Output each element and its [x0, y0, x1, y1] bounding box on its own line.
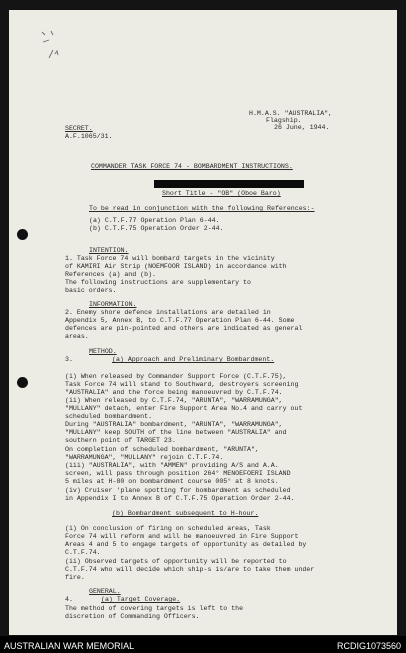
method-heading: METHOD. [89, 348, 117, 355]
reference-a: (a) C.T.F.77 Operation Plan 6-44. [89, 217, 220, 224]
intention-line: The following instructions are supplementary to [65, 279, 251, 286]
intention-line: of KAMIRI Air Strip (NOEMFOOR ISLAND) in accordance with [65, 263, 287, 270]
hhour-line: C.T.F.74 who will decide which ship-s is/are to take them under [65, 566, 315, 573]
method-line: southern point of TARGET 23. [65, 437, 176, 444]
document-page [9, 10, 397, 635]
method-line: On completion of scheduled bombardment, "ARUNTA", [65, 446, 259, 453]
pencil-annotation [39, 28, 65, 62]
method-line: During "AUSTRALIA" bombardment, "ARUNTA", "WARRAMUNGA", [65, 421, 283, 428]
hhour-line: (i) On conclusion of firing on scheduled areas, Task [65, 525, 271, 532]
information-line: 2. Enemy shore defence installations are detailed in [65, 309, 271, 316]
hhour-line: Areas 4 and 5 to engage targets of opportunity as detailed by [65, 541, 307, 548]
information-heading: INFORMATION. [89, 301, 137, 308]
general-number: 4. [65, 596, 73, 603]
hhour-line: C.T.F.74. [65, 549, 101, 556]
header-place: Flagship. [266, 117, 302, 124]
information-line: areas. [65, 333, 89, 340]
method-line: (iii) "AUSTRALIA", with "AMMEN" providing A/S and A.A. [65, 462, 279, 469]
method-line: in Appendix I to Annex B of C.T.F.75 Operation Order 2-44. [65, 495, 295, 502]
reference-b: (b) C.T.F.75 Operation Order 2-44. [89, 225, 224, 232]
method-line: (iv) Cruiser 'plane spotting for bombardment as scheduled [65, 487, 291, 494]
information-line: defences are pin-pointed and others are indicated as general [65, 325, 303, 332]
short-title: Short Title - "OB" (Oboe Baro) [162, 190, 281, 197]
method-line: scheduled bombardment. [65, 413, 153, 420]
classification: SECRET. [65, 125, 93, 132]
footer-institution: AUSTRALIAN WAR MEMORIAL [4, 641, 135, 651]
file-reference: A.F.1065/31. [65, 133, 113, 140]
punch-hole-top [17, 229, 28, 240]
hhour-line: (ii) Observed targets of opportunity will be reported to [65, 558, 287, 565]
method-number: 3. [65, 356, 73, 363]
footer-record-id: RCDIG1073560 [336, 641, 401, 651]
references-heading: To be read in conjunction with the following References:- [89, 205, 315, 212]
subsection-a-heading: (a) Approach and Preliminary Bombardment. [112, 356, 275, 363]
subsection-b-heading: (b) Bombardment subsequent to H-hour. [112, 510, 259, 517]
intention-heading: INTENTION. [89, 247, 129, 254]
method-line: "MULLANY" detach, enter Fire Support Area No.4 and carry out [65, 405, 303, 412]
header-ship: H.M.A.S. "AUSTRALIA", [249, 110, 333, 117]
hhour-line: Force 74 will reform and will be manoeuvred in Fire Support [65, 533, 299, 540]
hhour-line: fire. [65, 574, 85, 581]
archive-footer [0, 636, 406, 653]
information-line: Appendix 5, Annex B, to C.T.F.77 Operation Plan 6-44. Some [65, 317, 295, 324]
method-line: "WARRAMUNGA", "MULLANY" rejoin C.T.F.74. [65, 454, 224, 461]
header-date: 26 June, 1944. [274, 124, 330, 131]
method-line: (i) When released by Commander Support Force (C.T.F.75), [65, 373, 287, 380]
general-heading: GENERAL. [89, 588, 121, 595]
redaction-bar [154, 180, 304, 188]
intention-line: References (a) and (b). [65, 271, 157, 278]
punch-hole-bottom [17, 377, 28, 388]
intention-line: basic orders. [65, 287, 117, 294]
method-line: screen, will pass through position 264° MENOEFOERI ISLAND [65, 470, 291, 477]
method-line: "AUSTRALIA" and the force being manoeuvred by C.T.F.74. [65, 389, 283, 396]
method-line: (ii) When released by C.T.F.74, "ARUNTA", "WARRAMUNGA", [65, 397, 283, 404]
general-subheading: (a) Target Coverage. [101, 596, 181, 603]
method-line: Task Force 74 will stand to Southward, destroyers screening [65, 381, 299, 388]
method-line: 5 miles at H-80 on bombardment course 005° at 8 knots. [65, 478, 279, 485]
general-line: The method of covering targets is left to the [65, 605, 244, 612]
method-line: "MULLANY" keep SOUTH of the line between "AUSTRALIA" and [65, 429, 287, 436]
general-line: discretion of Commanding Officers. [65, 613, 200, 620]
intention-line: 1. Task Force 74 will bombard targets in the vicinity [65, 255, 275, 262]
document-title: COMMANDER TASK FORCE 74 - BOMBARDMENT INSTRUCTIONS. [91, 163, 293, 170]
